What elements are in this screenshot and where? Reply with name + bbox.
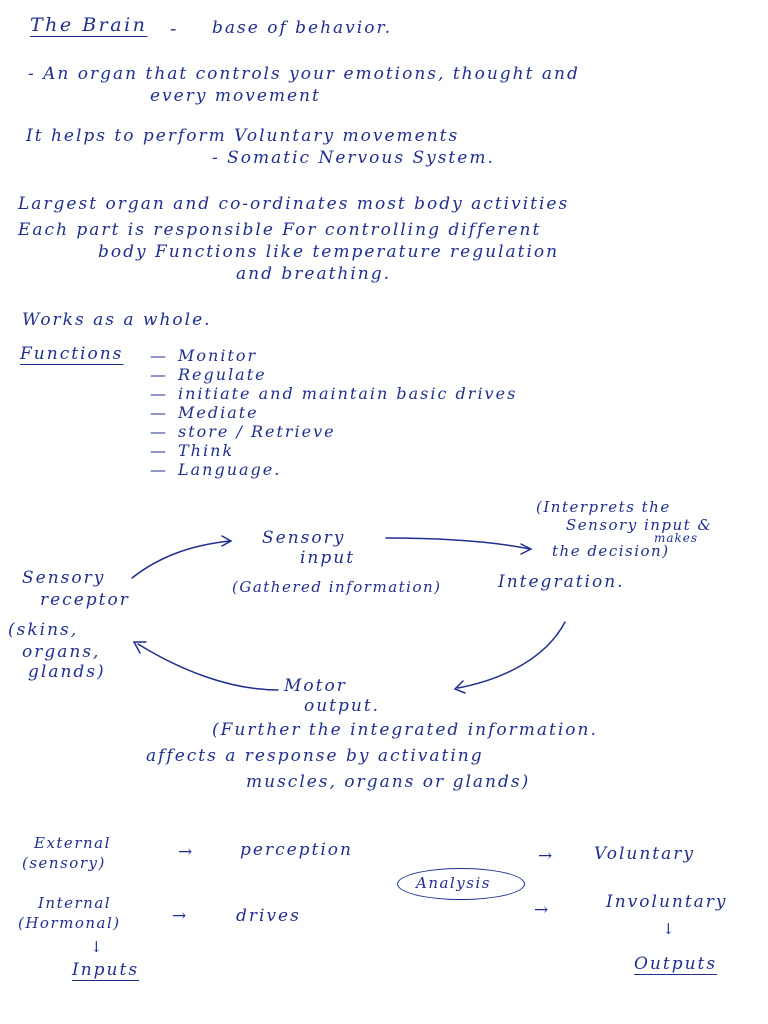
largest-line-1: Largest organ and co-ordinates most body activities: [18, 194, 570, 214]
outputs-down-arrow-icon: ↓: [662, 920, 677, 938]
integration-note-2: Sensory input &: [566, 516, 713, 534]
drives-label: drives: [236, 906, 301, 926]
intro-line-1: - An organ that controls your emotions, thought and: [28, 64, 580, 84]
motor-output-note-3: muscles, organs or glands): [246, 772, 531, 792]
external-line-1: External: [34, 834, 111, 852]
list-item: — Think: [150, 441, 235, 460]
list-item: — Monitor: [150, 346, 258, 365]
list-item: — Language.: [150, 460, 282, 479]
list-item: — store / Retrieve: [150, 422, 336, 441]
largest-line-2: Each part is responsible For controlling different: [18, 220, 542, 240]
sensory-input-line-1: Sensory: [262, 528, 346, 548]
motor-output-note-1: (Further the integrated information.: [212, 720, 598, 740]
integration-label: Integration.: [498, 572, 625, 592]
internal-arrow-icon: →: [172, 906, 189, 926]
voluntary-line-1: It helps to perform Voluntary movements: [26, 126, 460, 146]
heading-title: The Brain: [30, 14, 148, 36]
outputs-label: Outputs: [634, 954, 718, 974]
integration-note-4: the decision): [552, 542, 670, 560]
internal-line-1: Internal: [38, 894, 112, 912]
sensory-input-line-2: input: [300, 548, 356, 568]
sensory-receptor-line-3: (skins,: [8, 620, 79, 640]
receptor-to-input-arrow: [132, 541, 230, 578]
internal-line-2: (Hormonal): [18, 914, 121, 932]
motor-output-note-2: affects a response by activating: [146, 746, 484, 766]
external-line-2: (sensory): [22, 854, 106, 872]
heading-dash: -: [170, 18, 179, 40]
analysis-label: Analysis: [416, 874, 491, 892]
integration-note-3: makes: [654, 531, 699, 545]
input-to-integration-arrow: [386, 538, 530, 549]
involuntary-arrow-icon: →: [534, 900, 551, 920]
sensory-receptor-line-4: organs,: [22, 642, 101, 662]
works-as-whole: Works as a whole.: [22, 310, 212, 330]
integration-to-motor-arrow: [458, 622, 565, 688]
motor-to-receptor-arrow: [138, 644, 278, 690]
intro-line-2: every movement: [150, 86, 321, 106]
voluntary-arrow-icon: →: [538, 846, 555, 866]
sensory-receptor-line-1: Sensory: [22, 568, 106, 588]
voluntary-line-2: - Somatic Nervous System.: [212, 148, 495, 168]
list-item: — Regulate: [150, 365, 267, 384]
heading-subtitle: base of behavior.: [212, 18, 393, 38]
list-item: — initiate and maintain basic drives: [150, 384, 518, 403]
sensory-receptor-line-5: glands): [28, 662, 106, 682]
perception-label: perception: [240, 840, 353, 860]
inputs-down-arrow-icon: ↓: [90, 938, 105, 956]
inputs-label: Inputs: [72, 960, 140, 980]
sensory-input-note: (Gathered information): [232, 578, 442, 596]
integration-note-1: (Interprets the: [536, 498, 671, 516]
largest-line-3: body Functions like temperature regulation: [98, 242, 560, 262]
sensory-receptor-line-2: receptor: [40, 590, 130, 610]
external-arrow-icon: →: [178, 842, 195, 862]
involuntary-label: Involuntary: [606, 892, 728, 912]
list-item: — Mediate: [150, 403, 259, 422]
functions-label: Functions: [20, 344, 124, 364]
motor-output-line-2: output.: [304, 696, 381, 716]
motor-output-line-1: Motor: [284, 676, 347, 696]
largest-line-4: and breathing.: [236, 264, 392, 284]
voluntary-label: Voluntary: [594, 844, 695, 864]
